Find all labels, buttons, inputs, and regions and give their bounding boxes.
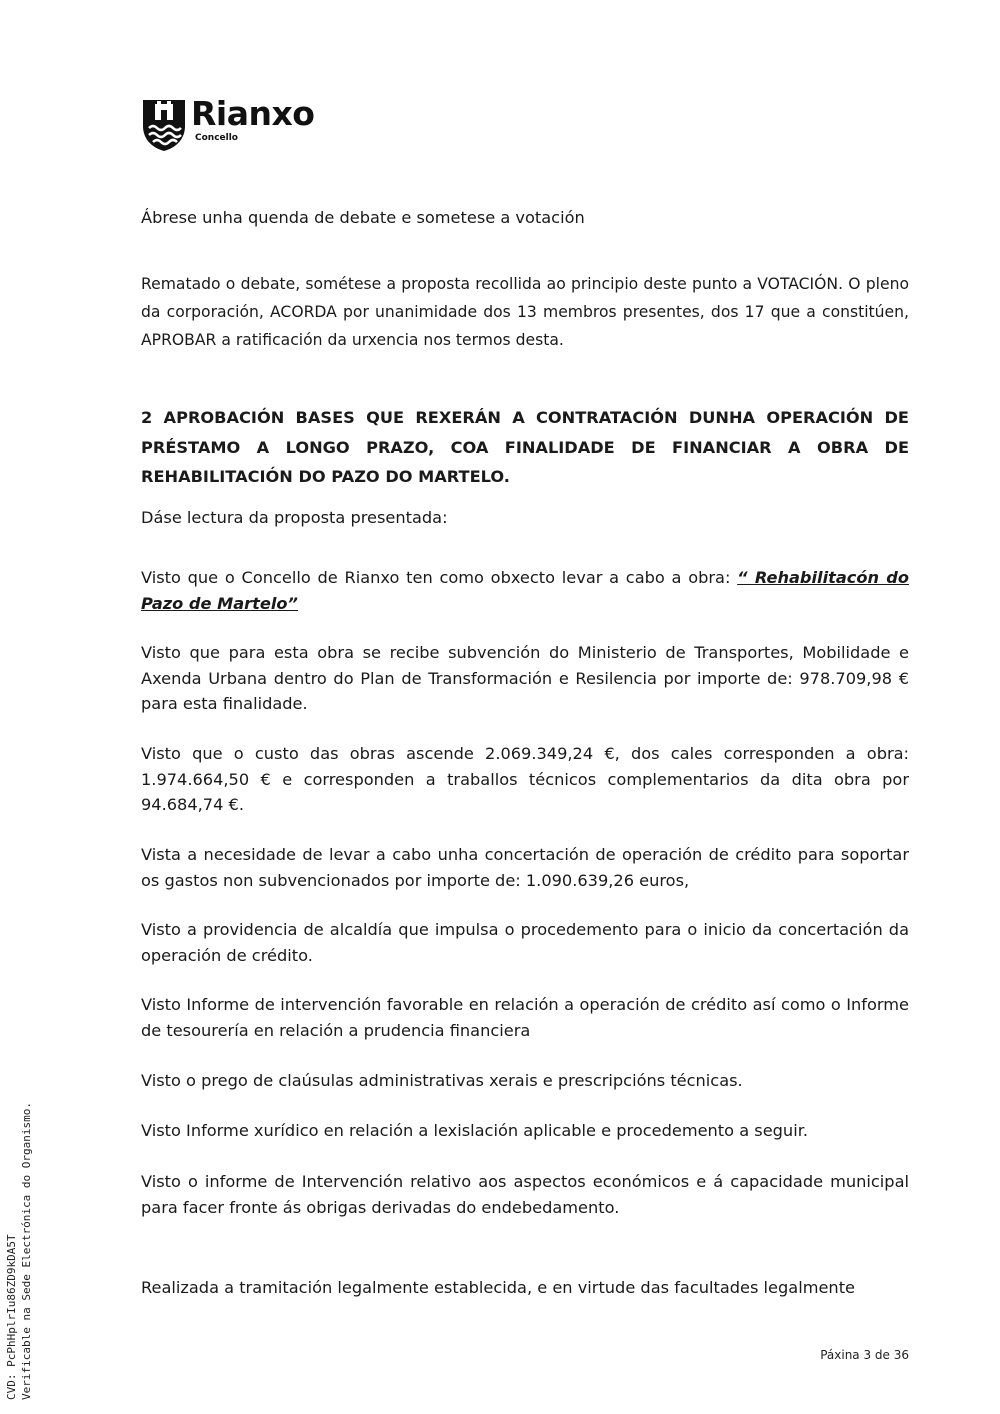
- verification-code-sidebar: [4, 1102, 34, 1400]
- page-number: Páxina 3 de 36: [820, 1348, 909, 1362]
- paragraph-lectura: Dáse lectura da proposta presentada:: [141, 508, 448, 527]
- paragraph-obxecto: [141, 565, 909, 616]
- paragraph-providencia: Visto a providencia de alcaldía que impulsa o procedemento para o inicio da concertación da operación de crédito.: [141, 920, 909, 965]
- paragraph-tramitacion: Realizada a tramitación legalmente establecida, e en virtude das facultades legalmente: [141, 1278, 855, 1297]
- paragraph-informe-economico: Visto o informe de Intervención relativo aos aspectos económicos e á capacidade municipal para facer fronte ás obrigas derivadas do endebedamento.: [141, 1172, 909, 1217]
- obra-title: “ Rehabilitacón do Pazo de Martelo”: [141, 568, 909, 613]
- logo-wordmark: Rianxo: [191, 94, 315, 133]
- verification-note: Verificable na Sede Electrónica do Organismo.: [20, 1101, 33, 1400]
- agenda-item-heading: 2 APROBACIÓN BASES QUE REXERÁN A CONTRATACIÓN DUNHA OPERACIÓN DE PRÉSTAMO A LONGO PRAZO, COA FINALIDADE DE FINANCIAR A OBRA DE REHABILITACIÓN DO PAZO DO MARTELO.: [141, 408, 909, 486]
- paragraph-votacion: Rematado o debate, sométese a proposta recollida ao principio deste punto a VOTACIÓN. O pleno da corporación, ACORDA por unanimidade dos 13 membros presentes, dos 17 que a constitúen, APROBAR a ratificación da urxencia nos termos desta.: [141, 275, 909, 349]
- paragraph-informe-xuridico: Visto Informe xurídico en relación a lexislación aplicable e procedemento a seguir.: [141, 1121, 809, 1140]
- rianxo-shield-icon: [141, 96, 187, 152]
- paragraph-custo: Visto que o custo das obras ascende 2.069.349,24 €, dos cales corresponden a obra: 1.974.664,50 € e corresponden a traballos técnicos complementarios da dita obra por 94.684,74 €.: [141, 744, 909, 814]
- paragraph-subvencion: Visto que para esta obra se recibe subvención do Ministerio de Transportes, Mobilidade e Axenda Urbana dentro do Plan de Transformación e Resilencia por importe de: 978.709,98 € para esta finalidade.: [141, 643, 909, 713]
- paragraph-informe-intervencion: Visto Informe de intervención favorable en relación a operación de crédito así como o Informe de tesourería en relación a prudencia financiera: [141, 995, 909, 1040]
- paragraph-prego: Visto o prego de claúsulas administrativas xerais e prescripcións técnicas.: [141, 1071, 743, 1090]
- paragraph-debate: Ábrese unha quenda de debate e sometese a votación: [141, 208, 585, 227]
- paragraph-obxecto-text: Visto que o Concello de Rianxo ten como obxecto levar a cabo a obra:: [141, 568, 738, 587]
- paragraph-necesidade: Vista a necesidade de levar a cabo unha concertación de operación de crédito para soportar os gastos non subvencionados por importe de: 1.090.639,26 euros,: [141, 845, 909, 890]
- cvd-code: CVD: PcPhHplrIu86ZD9kDA5T: [5, 1234, 18, 1400]
- logo-subtitle: Concello: [195, 133, 238, 143]
